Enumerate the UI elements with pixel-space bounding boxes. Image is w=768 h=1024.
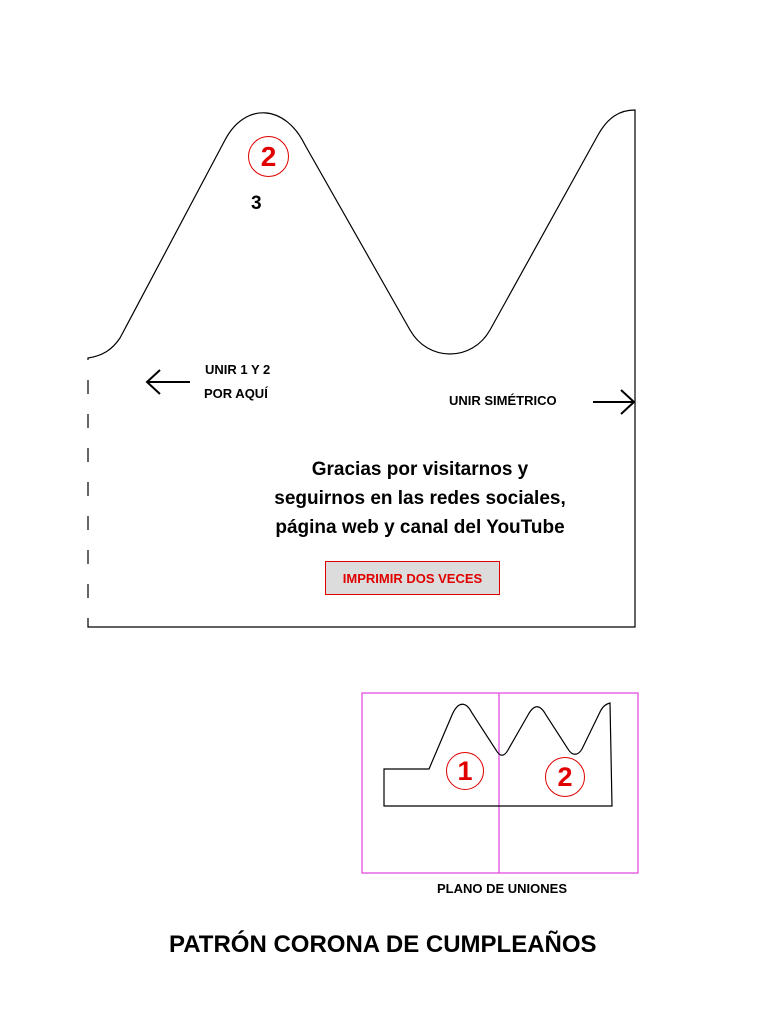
union-piece-2-badge: 2 (545, 757, 585, 797)
arrow-left-icon (147, 370, 190, 394)
symmetric-join-label: UNIR SIMÉTRICO (449, 393, 557, 408)
thanks-line-2: seguirnos en las redes sociales, (274, 488, 566, 509)
page-title: PATRÓN CORONA DE CUMPLEAÑOS (169, 931, 597, 958)
crown-piece-shape (88, 110, 635, 627)
union-plan-label: PLANO DE UNIONES (437, 881, 568, 896)
join-instruction-line1: UNIR 1 Y 2 (205, 362, 271, 377)
join-instruction-line2: POR AQUÍ (204, 386, 268, 401)
peak-label: 3 (251, 193, 262, 214)
print-twice-button[interactable]: IMPRIMIR DOS VECES (325, 561, 500, 595)
thanks-line-3: página web y canal del YouTube (275, 517, 565, 538)
arrow-right-icon (593, 390, 634, 414)
union-piece-1-badge: 1 (446, 752, 484, 790)
piece-number-badge: 2 (248, 136, 289, 177)
thanks-line-1: Gracias por visitarnos y (311, 459, 529, 480)
thanks-message (222, 455, 618, 542)
